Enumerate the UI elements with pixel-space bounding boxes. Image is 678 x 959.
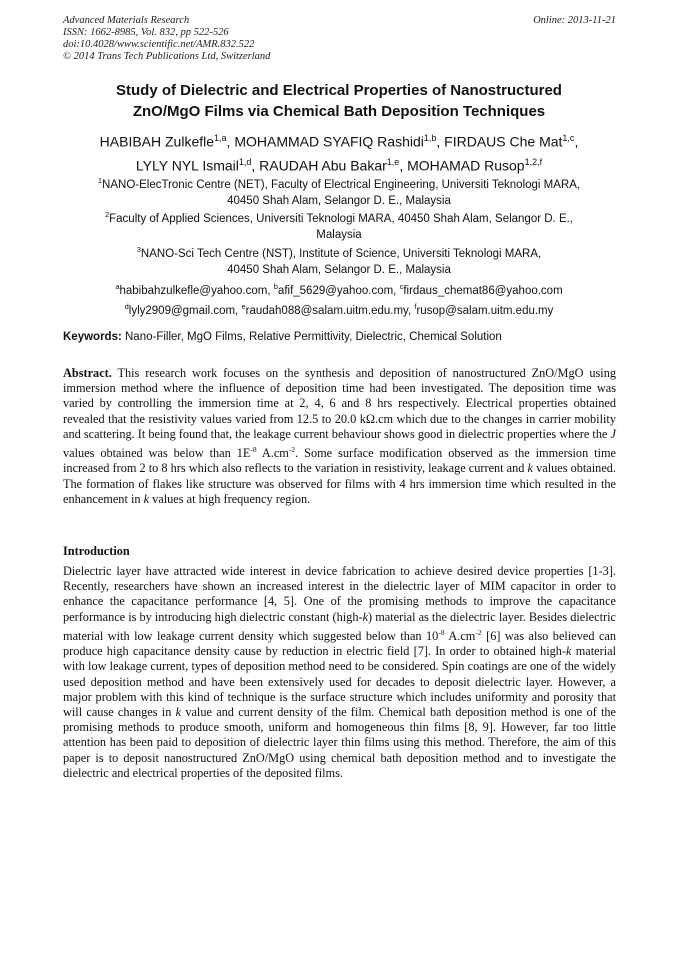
title-line-1: Study of Dielectric and Electrical Properties of Nanostructured [116,82,562,99]
abstract-symbol: k [143,491,150,506]
journal-copyright: © 2014 Trans Tech Publications Ltd, Switzerland [63,51,271,62]
abstract-text: values obtained was below than 1E [63,446,251,461]
intro-sup: -8 [438,627,445,637]
affiliation-text: NANO-Sci Tech Centre (NST), Institute of Science, Universiti Teknologi MARA, [140,247,542,260]
author-sup: 1,d [238,156,252,167]
affiliation-text: NANO-ElecTronic Centre (NET), Faculty of Electrical Engineering, Universiti Teknologi MARA, [102,178,581,191]
online-date: Online: 2013-11-21 [533,15,616,26]
author-name: , MOHAMMAD SYAFIQ Rashidi [226,133,424,150]
intro-text: [6] was also believed can produce high capacitance density cause by reduction in electric field [7]. In order to obtained high- [63,628,617,659]
affiliation-sup: 1 [97,176,103,185]
abstract-label: Abstract. [63,366,112,380]
keywords-text: Nano-Filler, MgO Films, Relative Permittivity, Dielectric, Chemical Solution [121,331,502,343]
abstract-text: A.cm [256,446,289,461]
email-sup: e [241,301,246,311]
email-link[interactable]: rusop@salam.uitm.edu.my [416,304,554,317]
affiliation-2 [60,207,618,243]
affiliation-1-line-1 [60,173,618,193]
intro-text: Dielectric layer have attracted wide interest in device fabrication to achieve desired device properties [1-3]. Recently, researchers have shown an increased interest in the dielectric layer of MIM capacitor in order to enhance the capacitance performance [4, 5]. One of the promising methods to improve the capacitance performance is by introducing high dielectric constant (high- [63,564,616,624]
abstract [63,366,616,507]
email-sup: b [273,282,278,291]
journal-doi: doi:10.4028/www.scientific.net/AMR.832.522 [63,39,255,50]
abstract-symbol: J [610,426,616,441]
abstract-sup: -8 [250,445,257,455]
journal-header [63,15,616,63]
author-name: LYLY NYL Ismail [135,157,239,174]
email-list [60,279,618,319]
journal-name: Advanced Materials Research [63,15,190,26]
author-sup: 1,2,f [524,156,543,167]
intro-symbol: k [566,644,572,659]
affiliation-sup: 3 [136,245,141,254]
author-sup: 1,b [423,133,437,143]
email-line-2 [60,299,618,319]
abstract-sup: -2 [288,445,296,455]
author-line-2 [55,152,623,176]
intro-sup: -2 [475,627,482,637]
author-name: HABIBAH Zulkefle [99,133,215,150]
affiliation-2-line-1 [60,207,618,227]
abstract-text: This research work focuses on the synthesis and deposition of nanostructured ZnO/MgO using immersion method where the influence of deposition time had been investigated. The deposition time was varied by controlling the immersion time at 2, 4, 6 and 8 hrs respectively. Electrical properties obtained revealed that the resistivity values varied from 12.5 to 20.0 kΩ.cm which due to the changes in carrier mobility and scattering. It being found that, the leakage current behaviour shows good in dielectric properties where the [63,366,616,441]
title-line-2: ZnO/MgO Films via Chemical Bath Deposition Techniques [132,102,546,120]
author-separator: , [574,133,579,150]
introduction-body [63,564,616,781]
email-link[interactable]: firdaus_chemat86@yahoo.com [403,284,563,297]
abstract-symbol: k [527,461,533,476]
affiliation-1 [60,173,618,209]
affiliation-sup: 2 [104,210,110,219]
paper-title [60,81,618,122]
introduction-heading: Introduction [63,544,130,558]
keywords [63,330,616,344]
intro-text: value and current density of the film. Chemical bath deposition method is one of the promising methods to produce smooth, uniform and homogeneous thin films [8, 9]. However, far too little attention has been paid to deposition of dielectric layer thin films using this method. Therefore, the aim of this paper is to deposit nanostructured ZnO/MgO using chemical bath deposition method and to investigate the dielectric and electrical properties of the deposited films. [63,704,617,780]
abstract-text: values obtained. The formation of flakes like structure was observed for films with 4 hrs immersion time which resulted in the enhancement in [63,461,617,506]
author-name: , MOHAMAD Rusop [399,157,525,174]
intro-symbol: k [175,704,182,719]
author-line-1 [55,128,623,152]
journal-issn: ISSN: 1662-8985, Vol. 832, pp 522-526 [63,27,229,38]
author-sup: 1,e [386,156,400,167]
affiliation-2-line-2: Malaysia [316,228,362,241]
intro-symbol: k [362,609,369,624]
email-sup: a [115,282,120,291]
affiliation-3-line-2: 40450 Shah Alam, Selangor D. E., Malaysia [227,263,451,276]
email-link[interactable]: afif_5629@yahoo.com, [277,284,400,297]
intro-text: ) material as the dielectric layer. Besides dielectric material with low leakage current density which suggested below than 10 [63,609,616,643]
email-sup: d [124,301,129,311]
email-sup: c [399,282,404,291]
author-name: , RAUDAH Abu Bakar [251,157,387,174]
author-list [55,128,623,175]
affiliation-1-line-2: 40450 Shah Alam, Selangor D. E., Malaysia [227,194,451,207]
email-link[interactable]: habibahzulkefle@yahoo.com, [119,284,274,297]
abstract-text: . Some surface modification observed as the immersion time increased from 2 to 8 hrs which also reflects to the variation in resistivity, leakage current and [63,446,617,476]
keywords-label: Keywords: [63,331,122,343]
author-sup: 1,a [214,133,227,143]
intro-text: material with low leakage current, types of deposition method need to be considered. Spin coatings are one of the widely used deposition method and have been extensively used for decades to deposit dielectric layer. However, a major problem with this kind of technique is the surface structure which includes uniformity and porosity that will cause changes in [63,644,616,719]
affiliation-3-line-1 [60,242,618,262]
email-link[interactable]: lyly2909@gmail.com, [128,304,242,317]
author-sup: 1,c [562,133,575,143]
email-link[interactable]: raudah088@salam.uitm.edu.my, [245,304,415,317]
affiliation-text: Faculty of Applied Sciences, Universiti Teknologi MARA, 40450 Shah Alam, Selangor D. E., [109,212,574,225]
affiliation-3 [60,242,618,278]
abstract-text: values at high frequency region. [149,491,311,506]
author-name: , FIRDAUS Che Mat [436,133,563,150]
email-line-1 [60,279,618,299]
email-sup: f [414,301,417,311]
intro-text: A.cm [444,628,476,643]
